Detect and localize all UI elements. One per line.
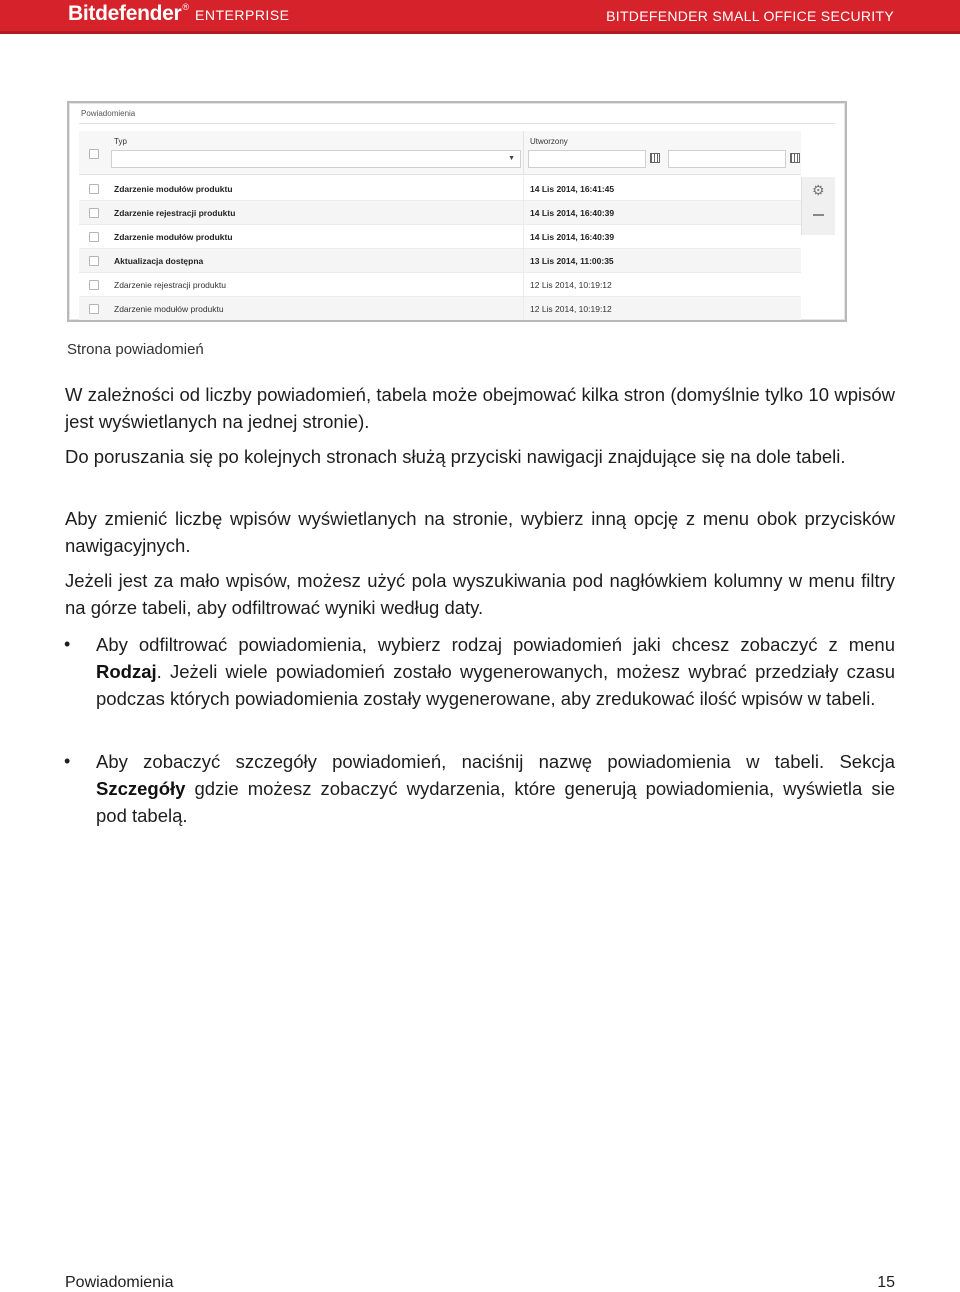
brand-suffix: ENTERPRISE <box>195 7 290 23</box>
notifications-table-body <box>79 177 801 321</box>
row-checkbox[interactable] <box>89 256 99 266</box>
row-date: 14 Lis 2014, 16:40:39 <box>530 208 615 218</box>
row-date: 14 Lis 2014, 16:40:39 <box>530 232 615 242</box>
panel-divider <box>79 123 835 124</box>
notifications-screenshot <box>67 101 847 322</box>
product-name: BITDEFENDER SMALL OFFICE SECURITY <box>606 8 894 24</box>
row-type[interactable]: Zdarzenie rejestracji produktu <box>114 208 236 218</box>
date-to-input[interactable] <box>668 150 786 168</box>
table-row[interactable] <box>79 273 801 297</box>
table-row[interactable] <box>79 297 801 321</box>
table-side-toolbar <box>801 177 835 235</box>
row-checkbox[interactable] <box>89 304 99 314</box>
row-checkbox[interactable] <box>89 184 99 194</box>
list-item-text: gdzie możesz zobaczyć wydarzenia, które generują powiadomienia, wyświetla sie pod tabelą. <box>96 778 895 826</box>
row-checkbox[interactable] <box>89 280 99 290</box>
list-item <box>96 748 895 829</box>
list-item-text: Aby odfiltrować powiadomienia, wybierz rodzaj powiadomień jaki chcesz zobaczyć z menu <box>96 634 895 655</box>
column-separator <box>523 177 524 200</box>
row-date: 14 Lis 2014, 16:41:45 <box>530 184 615 194</box>
page-header <box>0 0 960 34</box>
list-item <box>96 631 895 712</box>
row-type[interactable]: Zdarzenie modułów produktu <box>114 232 233 242</box>
column-header-created[interactable]: Utworzony <box>530 137 568 146</box>
column-separator <box>523 225 524 248</box>
list-item-emphasis: Szczegóły <box>96 778 186 799</box>
select-all-checkbox[interactable] <box>89 149 99 159</box>
column-separator <box>523 201 524 224</box>
list-item-text: . Jeżeli wiele powiadomień zostało wygenerowanych, możesz wybrać przedziały czasu podczas których powiadomienia zostały wygenerowane, aby zredukować ilość wpisów w tabeli. <box>96 661 895 709</box>
brand-logo <box>68 2 290 26</box>
figure-caption: Strona powiadomień <box>67 341 204 358</box>
row-checkbox[interactable] <box>89 208 99 218</box>
row-type[interactable]: Aktualizacja dostępna <box>114 256 204 266</box>
type-filter-select[interactable] <box>111 150 521 168</box>
calendar-icon[interactable] <box>790 153 800 163</box>
table-row[interactable] <box>79 249 801 273</box>
table-row[interactable] <box>79 201 801 225</box>
date-from-input[interactable] <box>528 150 646 168</box>
bullet-icon: • <box>64 751 71 771</box>
filter-row <box>79 131 801 175</box>
row-date: 12 Lis 2014, 10:19:12 <box>530 304 612 314</box>
column-separator <box>523 131 524 174</box>
bullet-icon: • <box>64 634 71 654</box>
row-type[interactable]: Zdarzenie modułów produktu <box>114 184 233 194</box>
list-item-emphasis: Rodzaj <box>96 661 157 682</box>
chevron-down-icon: ▼ <box>508 155 515 162</box>
column-separator <box>523 249 524 272</box>
brand-registered-mark: ® <box>182 2 190 12</box>
paragraph: Aby zmienić liczbę wpisów wyświetlanych na stronie, wybierz inną opcję z menu obok przycisków nawigacyjnych. <box>65 508 895 556</box>
column-header-type[interactable]: Typ <box>114 137 127 146</box>
paragraph: W zależności od liczby powiadomień, tabela może obejmować kilka stron (domyślnie tylko 10 wpisów jest wyświetlanych na jednej stronie). <box>65 384 895 432</box>
calendar-icon[interactable] <box>650 153 660 163</box>
paragraph: Jeżeli jest za mało wpisów, możesz użyć pola wyszukiwania pod nagłówkiem kolumny w menu filtry na górze tabeli, aby odfiltrować wyniki według daty. <box>65 570 895 618</box>
brand-name: Bitdefender <box>68 2 182 25</box>
list-item-text: Aby zobaczyć szczegóły powiadomień, naciśnij nazwę powiadomienia w tabeli. Sekcja <box>96 751 895 772</box>
row-checkbox[interactable] <box>89 232 99 242</box>
table-row[interactable] <box>79 225 801 249</box>
row-type[interactable]: Zdarzenie rejestracji produktu <box>114 280 226 290</box>
column-separator <box>523 297 524 320</box>
footer-section-title: Powiadomienia <box>65 1274 174 1291</box>
row-date: 13 Lis 2014, 11:00:35 <box>530 256 614 266</box>
minus-icon[interactable] <box>813 214 824 216</box>
row-date: 12 Lis 2014, 10:19:12 <box>530 280 612 290</box>
table-row[interactable] <box>79 177 801 201</box>
footer-page-number: 15 <box>877 1274 895 1291</box>
column-separator <box>523 273 524 296</box>
row-type[interactable]: Zdarzenie modułów produktu <box>114 304 224 314</box>
paragraph: Do poruszania się po kolejnych stronach służą przyciski nawigacji znajdujące się na dole tabeli. <box>65 446 846 467</box>
panel-title: Powiadomienia <box>81 109 136 118</box>
gear-icon[interactable]: ⚙ <box>812 182 825 198</box>
